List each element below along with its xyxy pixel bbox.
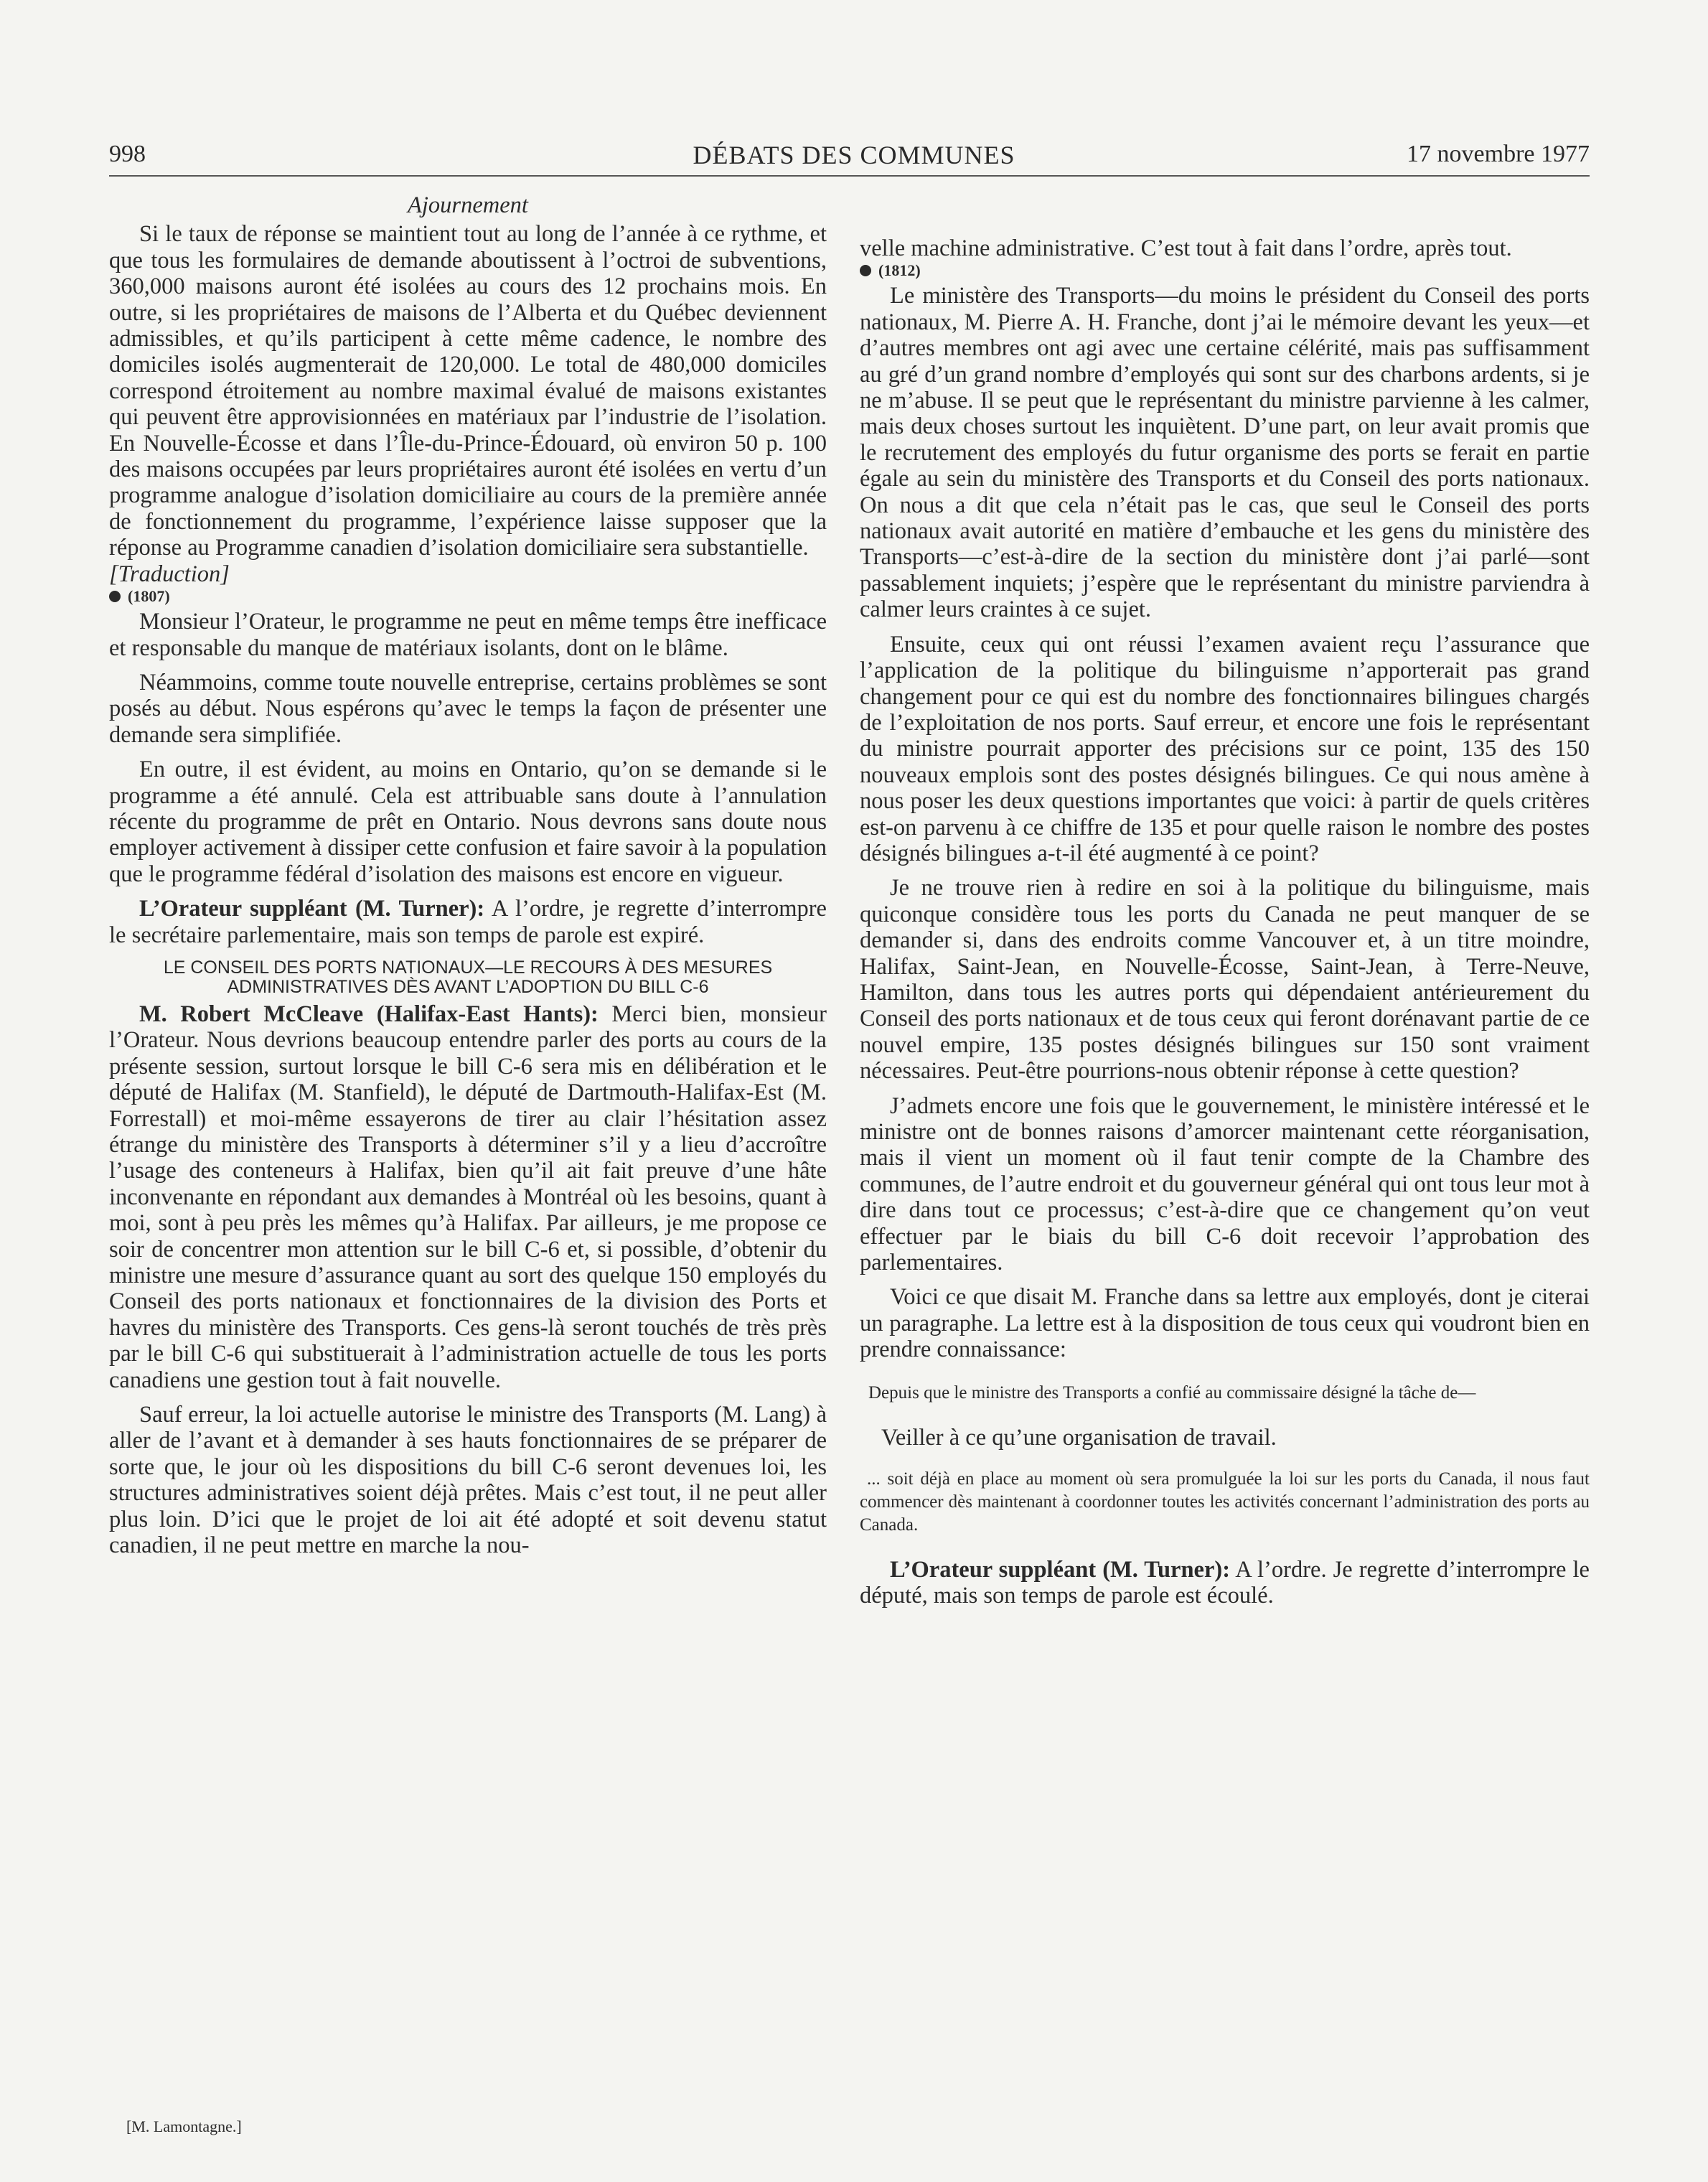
- time-marker: (1812): [860, 261, 1590, 280]
- paragraph: Néammoins, comme toute nouvelle entreprise, certains problèmes se sont posés au début. Nous espérons qu’avec le temps la façon de présenter une demande sera simplifiée.: [109, 669, 827, 748]
- header-rule: [109, 175, 1590, 177]
- paragraph: Ensuite, ceux qui ont réussi l’examen avaient reçu l’assurance que l’application de la politique du bilinguisme n’apporterait pas grand changement pour ce qui est du nombre des fonctionnaires bilingues chargés de l’exploitation de nos ports. Sauf erreur, et encore une fois le représentant du ministre pourrait apporter des précisions sur ce point, 135 des 150 nouveaux emplois sont des postes désignés bilingues. Ce qui nous amène à nous poser les deux questions importantes que voici: à partir de quels critères est-on parvenu à ce chiffre de 135 et pour quelle raison le nombre des postes désignés bilingues a-t-il été augmenté à ce point?: [860, 631, 1590, 866]
- paragraph: velle machine administrative. C’est tout à fait dans l’ordre, après tout.: [860, 235, 1512, 261]
- paragraph: Sauf erreur, la loi actuelle autorise le ministre des Transports (M. Lang) à aller de l’avant et à demander à ses hauts fonctionnaires de se préparer de sorte que, le jour où les dispositions du bill C-6 seront devenues loi, les structures administratives soient déjà prêtes. Mais c’est tout, il ne peut aller plus loin. D’ici que le projet de loi ait été adopté et soit devenu statut canadien, il ne peut mettre en marche la nou-: [109, 1402, 827, 1559]
- bullet-icon: [860, 265, 871, 276]
- right-column: [860, 235, 1590, 1609]
- speaker-name: L’Orateur suppléant (M. Turner):: [139, 896, 485, 922]
- left-column: [109, 192, 827, 1559]
- page-number: 998: [109, 141, 146, 167]
- quote-line: Veiller à ce qu’une organisation de travail.: [881, 1424, 1277, 1451]
- speaker-paragraph: M. Robert McCleave (Halifax-East Hants): Merci bien, monsieur l’Orateur. Nous devrions beaucoup entendre parler des ports au cours de la présente session, surtout lorsque le bill C-6 sera mis en délibération et le député de Halifax (M. Stanfield), le député de Dartmouth-Halifax-Est (M. Forrestall) et moi-même essayerons de tirer au clair l’hésitation assez étrange du ministère des Transports à déterminer s’il y a lieu d’accroître l’usage des conteneurs à Halifax, bien qu’il ait fait preuve d’une hâte inconvenante en répondant aux demandes à Montréal où les besoins, quant à moi, sont à peu près les mêmes qu’à Halifax. Par ailleurs, je me propose ce soir de concentrer mon attention sur le bill C-6 et, si possible, d’obtenir du ministre une mesure d’assurance quant au sort des quelque 150 employés du Conseil des ports nationaux et fonctionnaires de la division des Ports et havres du ministère des Transports. Ces gens-là seront touchés de très près par le bill C-6 qui substituerait à l’administration actuelle de tous les ports canadiens une gestion tout à fait nouvelle.: [109, 1001, 827, 1393]
- speaker-name: M. Robert McCleave (Halifax-East Hants):: [139, 1001, 599, 1027]
- speaker-paragraph: L’Orateur suppléant (M. Turner): A l’ordre, je regrette d’interrompre le secrétaire parlementaire, mais son temps de parole est expiré.: [109, 896, 827, 948]
- section-subheading: LE CONSEIL DES PORTS NATIONAUX—LE RECOURS À DES MESURES ADMINISTRATIVES DÈS AVANT L’ADOPTION DU BILL C-6: [163, 957, 773, 997]
- paragraph: Voici ce que disait M. Franche dans sa lettre aux employés, dont je citerai un paragraphe. La lettre est à la disposition de tous ceux qui voudront bien en prendre connaissance:: [860, 1284, 1590, 1363]
- paragraph: Le ministère des Transports—du moins le président du Conseil des ports nationaux, M. Pierre A. H. Franche, dont j’ai le mémoire devant les yeux—et d’autres membres ont agi avec une certaine célérité, mais pas suffisamment au gré d’un grand nombre d’employés qui sont sur des charbons ardents, si je ne m’abuse. Il se peut que le représentant du ministre parvienne à les calmer, mais deux choses surtout les inquiètent. D’une part, on leur avait promis que le recrutement des employés du futur organisme des ports se ferait en partie égale au sein du ministère des Transports et du Conseil des ports nationaux. On nous a dit que cela n’était pas le cas, que seul le Conseil des ports nationaux avait autorité en matière d’embauche et les gens du ministère des Transports—c’est-à-dire de la section du ministère dont j’ai parlé—sont passablement inquiets; j’espère que le représentant du ministre parviendra à calmer leurs craintes à ce sujet.: [860, 283, 1590, 623]
- section-tag: Ajournement: [408, 192, 528, 218]
- speaker-paragraph: L’Orateur suppléant (M. Turner): A l’ordre. Je regrette d’interrompre le député, mais son temps de parole est écoulé.: [860, 1556, 1590, 1609]
- paragraph: J’admets encore une fois que le gouvernement, le ministère intéressé et le ministre ont de bonnes raisons d’amorcer maintenant cette réorganisation, mais il vient un moment où il faut tenir compte de la Chambre des communes, de l’autre endroit et du gouverneur général qui ont tous leur mot à dire dans tout ce processus; c’est-à-dire que ce changement qu’on veut effectuer par le biais du bill C-6 doit recevoir l’approbation des parlementaires.: [860, 1092, 1590, 1276]
- footer-speaker: [M. Lamontagne.]: [126, 2117, 242, 2135]
- bullet-icon: [109, 591, 121, 602]
- speaker-name: L’Orateur suppléant (M. Turner):: [890, 1556, 1231, 1583]
- paragraph: En outre, il est évident, au moins en Ontario, qu’on se demande si le programme a été annulé. Cela est attribuable sans doute à l’annulation récente du programme de prêt en Ontario. Nous devrons sans doute nous employer activement à dissiper cette confusion et faire savoir à la population que le programme fédéral d’isolation des maisons est encore en vigueur.: [109, 757, 827, 887]
- paragraph: Si le taux de réponse se maintient tout au long de l’année à ce rythme, et que tous les formulaires de demande aboutissent à l’octroi de subventions, 360,000 maisons auront été isolées au cours des 12 prochains mois. En outre, si les propriétaires de maisons de l’Alberta et du Québec deviennent admissibles, et qu’ils participent à cette même cadence, le nombre des domiciles isolés augmenterait de 120,000. Le total de 480,000 domiciles correspond étroitement au nombre maximal évalué de maisons existantes qui peuvent être approvisionnées en matériaux par l’industrie de l’isolation. En Nouvelle-Écosse et dans l’Île-du-Prince-Édouard, où environ 50 p. 100 des maisons occupées par leurs propriétaires auront été isolées en vertu d’un programme analogue d’isolation domiciliaire au cours de la première année de fonctionnement du programme, l’expérience laisse supposer que la réponse au Programme canadien d’isolation domiciliaire sera substantielle.: [109, 221, 827, 561]
- block-quote: Depuis que le ministre des Transports a confié au commissaire désigné la tâche de—: [868, 1382, 1476, 1403]
- time-marker: (1807): [109, 587, 827, 606]
- block-quote: ... soit déjà en place au moment où sera promulguée la loi sur les ports du Canada, il nous faut commencer dès maintenant à coordonner toutes les activités concernant l’administration des ports au Canada.: [860, 1469, 1590, 1535]
- paragraph: Monsieur l’Orateur, le programme ne peut en même temps être inefficace et responsable du manque de matériaux isolants, dont on le blâme.: [109, 609, 827, 661]
- translation-tag: [Traduction]: [109, 561, 230, 587]
- page-date: 17 novembre 1977: [1407, 141, 1590, 167]
- journal-title: DÉBATS DES COMMUNES: [693, 141, 1015, 169]
- paragraph: Je ne trouve rien à redire en soi à la politique du bilinguisme, mais quiconque considère tous les ports du Canada ne peut manquer de se demander si, dans des endroits comme Vancouver et, à un titre moindre, Halifax, Saint-Jean, en Nouvelle-Écosse, Saint-Jean, à Terre-Neuve, Hamilton, dans tous les autres ports qui dépendaient antérieurement du Conseil des ports nationaux et de tous ceux qui feront dorénavant partie de ce nouvel empire, 135 postes désignés bilingues sur 150 sont vraiment nécessaires. Peut-être pourrions-nous obtenir réponse à cette question?: [860, 875, 1590, 1085]
